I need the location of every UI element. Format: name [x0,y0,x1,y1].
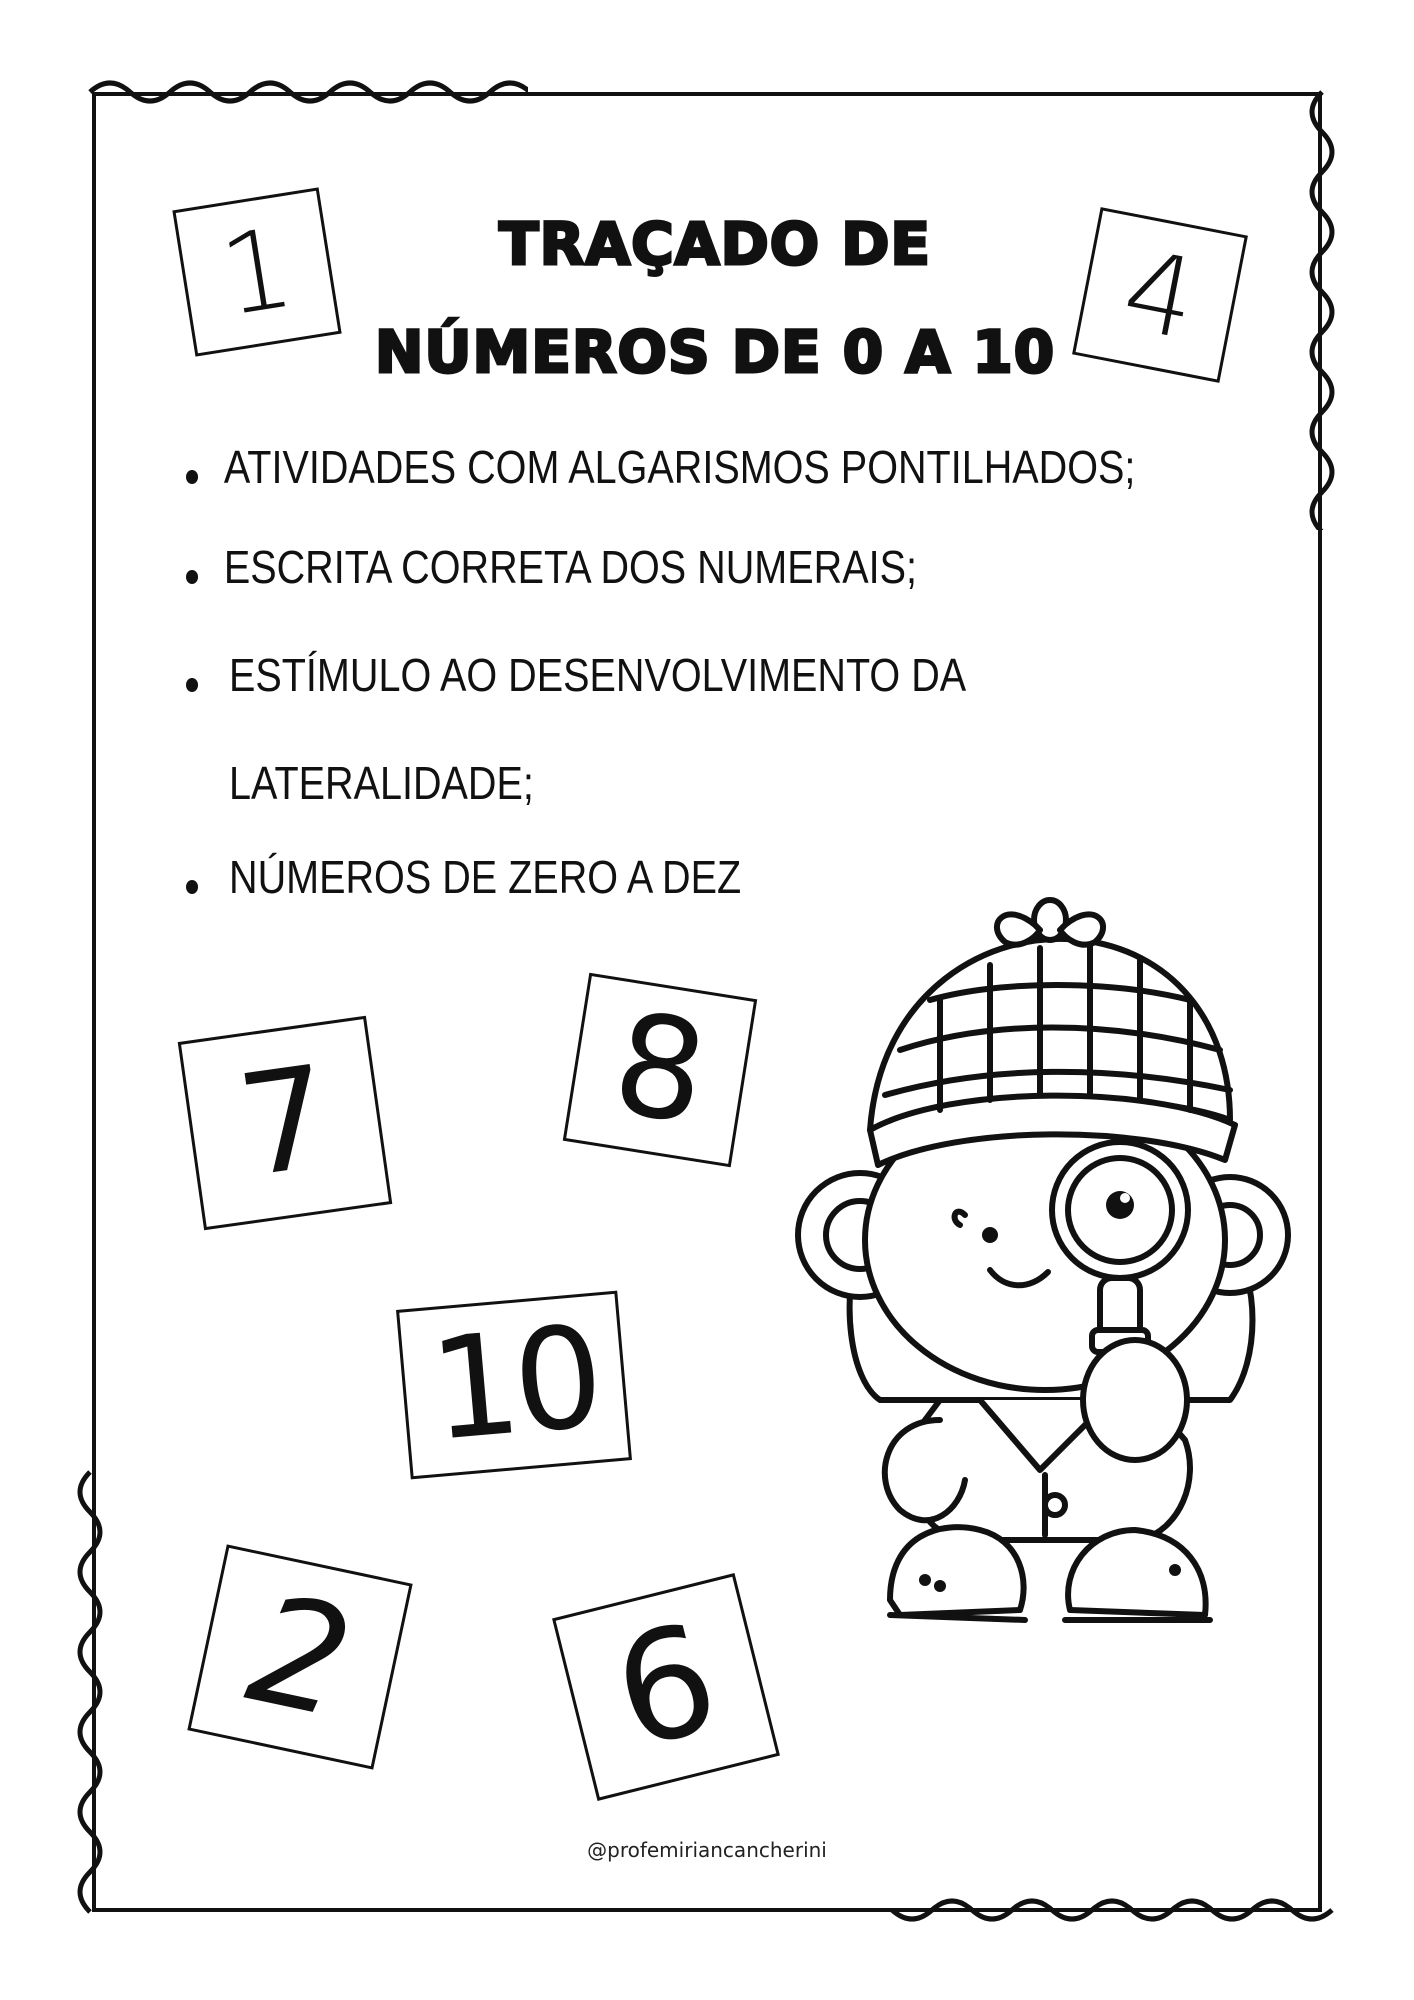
number-card-8: 8 [563,973,758,1168]
number-card-7: 7 [178,1016,393,1231]
title-line-1: TRAÇADO DE [499,210,931,278]
right-top-squiggle [1300,90,1350,530]
author-handle: @profemiriancancherini [587,1838,827,1862]
bottom-right-squiggle [890,1892,1360,1932]
left-bottom-squiggle [66,1470,116,1940]
number-card-1: 1 [172,187,341,356]
bullet-dot [186,678,198,692]
bullet-dot [186,570,198,584]
bullet-dot [186,470,198,484]
number-card-10: 10 [396,1291,632,1480]
number-card-4: 4 [1072,207,1248,383]
title-line-2: NÚMEROS DE 0 A 10 [374,318,1056,386]
number-card-2: 2 [187,1544,412,1769]
bullet-dot [186,880,198,894]
number-card-6: 6 [552,1573,780,1801]
top-left-squiggle [88,70,528,110]
detective-illustration [790,880,1310,1660]
page-title [330,190,1100,406]
